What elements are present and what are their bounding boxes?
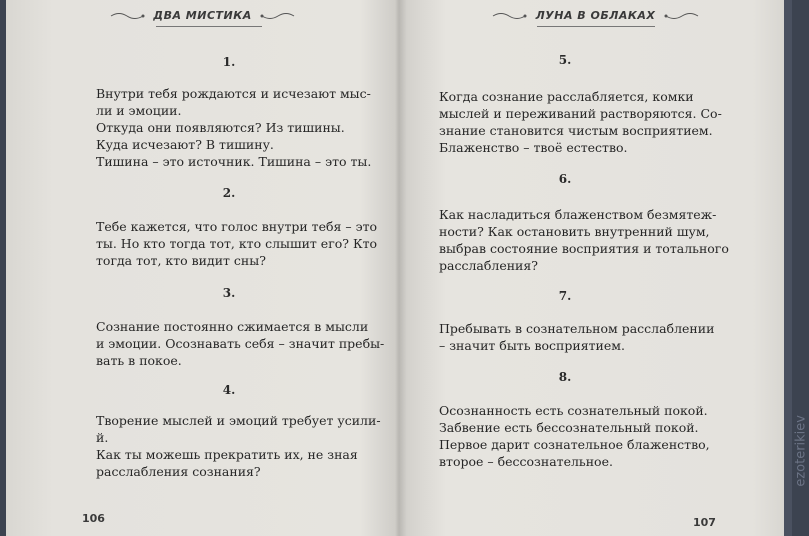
section-text <box>96 412 386 480</box>
text-line: ности? Как остановить внутренний шум, <box>439 224 710 239</box>
section-number: 6. <box>558 172 572 186</box>
text-line: – значит быть восприятием. <box>439 338 625 353</box>
page-number: 106 <box>82 512 105 525</box>
section-number: 3. <box>222 286 236 300</box>
section-text <box>439 320 739 354</box>
right-ornament-icon <box>664 11 700 21</box>
text-line: Внутри тебя рождаются и исчезают мыс- <box>96 86 371 101</box>
section-number: 2. <box>222 186 236 200</box>
section-number: 1. <box>222 55 236 69</box>
text-line: Забвение есть бессознательный покой. <box>439 420 699 435</box>
text-line: Осознанность есть сознательный покой. <box>439 403 708 418</box>
section-text <box>439 402 739 470</box>
text-line: и эмоции. Осознавать себя – значит пребы- <box>96 336 385 351</box>
text-line: Творение мыслей и эмоций требует усили- <box>96 413 381 428</box>
text-line: Как насладиться блаженством безмятеж- <box>439 207 717 222</box>
section-number: 7. <box>558 289 572 303</box>
text-line: Блаженство – твоё естество. <box>439 140 628 155</box>
watermark-text: ezoterikiev <box>794 415 809 487</box>
text-line: Как ты можешь прекратить их, не зная <box>96 447 358 462</box>
text-line: ты. Но кто тогда тот, кто слышит его? Кто <box>96 236 378 251</box>
left-ornament-icon <box>491 11 527 21</box>
page-number: 107 <box>693 516 716 529</box>
text-line: Сознание постоянно сжимается в мысли <box>96 319 369 334</box>
right-header-title: ЛУНА В ОБЛАКАХ <box>535 9 656 22</box>
section-text <box>96 218 386 269</box>
section-number: 4. <box>222 383 236 397</box>
section-text <box>96 85 386 170</box>
right-header <box>399 9 792 22</box>
text-line: знание становится чистым восприятием. <box>439 123 713 138</box>
text-line: Когда сознание расслабляется, комки <box>439 89 694 104</box>
text-line: ли и эмоции. <box>96 103 182 118</box>
section-text <box>439 206 739 274</box>
open-book <box>6 0 792 536</box>
text-line: расслабления? <box>439 258 538 273</box>
header-rule <box>537 26 655 27</box>
left-page <box>6 0 399 536</box>
text-line: второе – бессознательное. <box>439 454 613 469</box>
section-text <box>439 88 739 156</box>
text-line: Откуда они появляются? Из тишины. <box>96 120 345 135</box>
text-line: Первое дарит сознательное блаженство, <box>439 437 710 452</box>
text-line: Тишина – это источник. Тишина – это ты. <box>96 154 372 169</box>
header-rule <box>156 26 262 27</box>
right-ornament-icon <box>260 11 296 21</box>
left-ornament-icon <box>109 11 145 21</box>
right-page <box>399 0 792 536</box>
text-line: вать в покое. <box>96 353 182 368</box>
section-text <box>96 318 386 369</box>
text-line: выбрав состояние восприятия и тотального <box>439 241 729 256</box>
section-number: 8. <box>558 370 572 384</box>
text-line: тогда тот, кто видит сны? <box>96 253 266 268</box>
left-header <box>6 9 399 22</box>
text-line: Куда исчезают? В тишину. <box>96 137 274 152</box>
left-header-title: ДВА МИСТИКА <box>153 9 252 22</box>
text-line: расслабления сознания? <box>96 464 261 479</box>
text-line: мыслей и переживаний растворяются. Со- <box>439 106 722 121</box>
text-line: й. <box>96 430 109 445</box>
text-line: Тебе кажется, что голос внутри тебя – это <box>96 219 378 234</box>
section-number: 5. <box>558 53 572 67</box>
text-line: Пребывать в сознательном расслаблении <box>439 321 715 336</box>
